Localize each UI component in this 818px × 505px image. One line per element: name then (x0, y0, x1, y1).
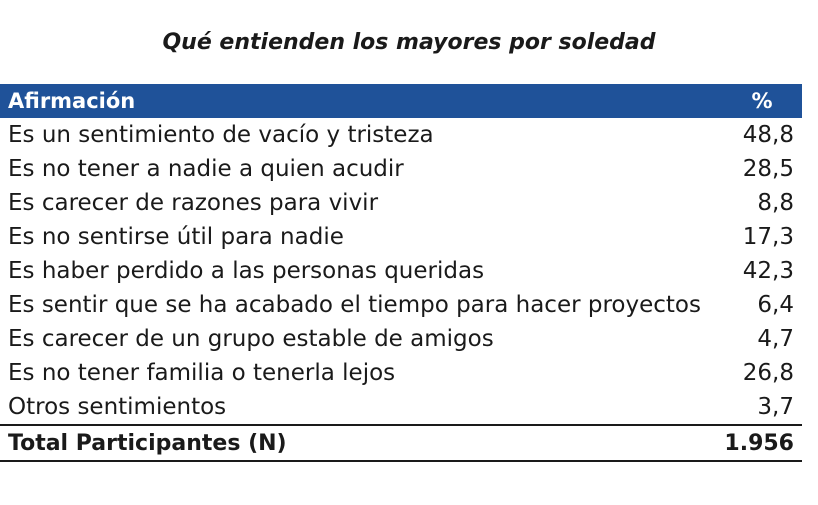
header-afirmacion: Afirmación (8, 89, 136, 113)
row-label: Es carecer de razones para vivir (8, 190, 379, 216)
row-label: Es no tener a nadie a quien acudir (8, 156, 404, 182)
total-label: Total Participantes (N) (8, 430, 287, 456)
table-body (0, 118, 802, 424)
header-percent: % (751, 89, 773, 113)
table-row (0, 152, 802, 186)
table-title: Qué entienden los mayores por soledad (162, 30, 656, 55)
row-value: 6,4 (757, 292, 794, 318)
table-header (0, 84, 802, 118)
row-value: 48,8 (742, 122, 794, 148)
table-row (0, 356, 802, 390)
row-label: Es carecer de un grupo estable de amigos (8, 326, 494, 352)
total-row (0, 424, 802, 462)
table-row (0, 220, 802, 254)
row-label: Es no sentirse útil para nadie (8, 224, 344, 250)
row-label: Otros sentimientos (8, 394, 227, 420)
table-row (0, 288, 802, 322)
row-label: Es no tener familia o tenerla lejos (8, 360, 396, 386)
data-table (0, 84, 802, 462)
table-row (0, 118, 802, 152)
table-row (0, 254, 802, 288)
row-value: 42,3 (742, 258, 794, 284)
table-row (0, 186, 802, 220)
table-row (0, 390, 802, 424)
row-value: 4,7 (757, 326, 794, 352)
table-row (0, 322, 802, 356)
row-value: 8,8 (757, 190, 794, 216)
row-label: Es un sentimiento de vacío y tristeza (8, 122, 434, 148)
row-value: 28,5 (742, 156, 794, 182)
row-value: 3,7 (757, 394, 794, 420)
row-value: 17,3 (742, 224, 794, 250)
total-value: 1.956 (724, 430, 794, 456)
row-label: Es haber perdido a las personas queridas (8, 258, 485, 284)
row-value: 26,8 (742, 360, 794, 386)
row-label: Es sentir que se ha acabado el tiempo para hacer proyectos (8, 292, 701, 318)
